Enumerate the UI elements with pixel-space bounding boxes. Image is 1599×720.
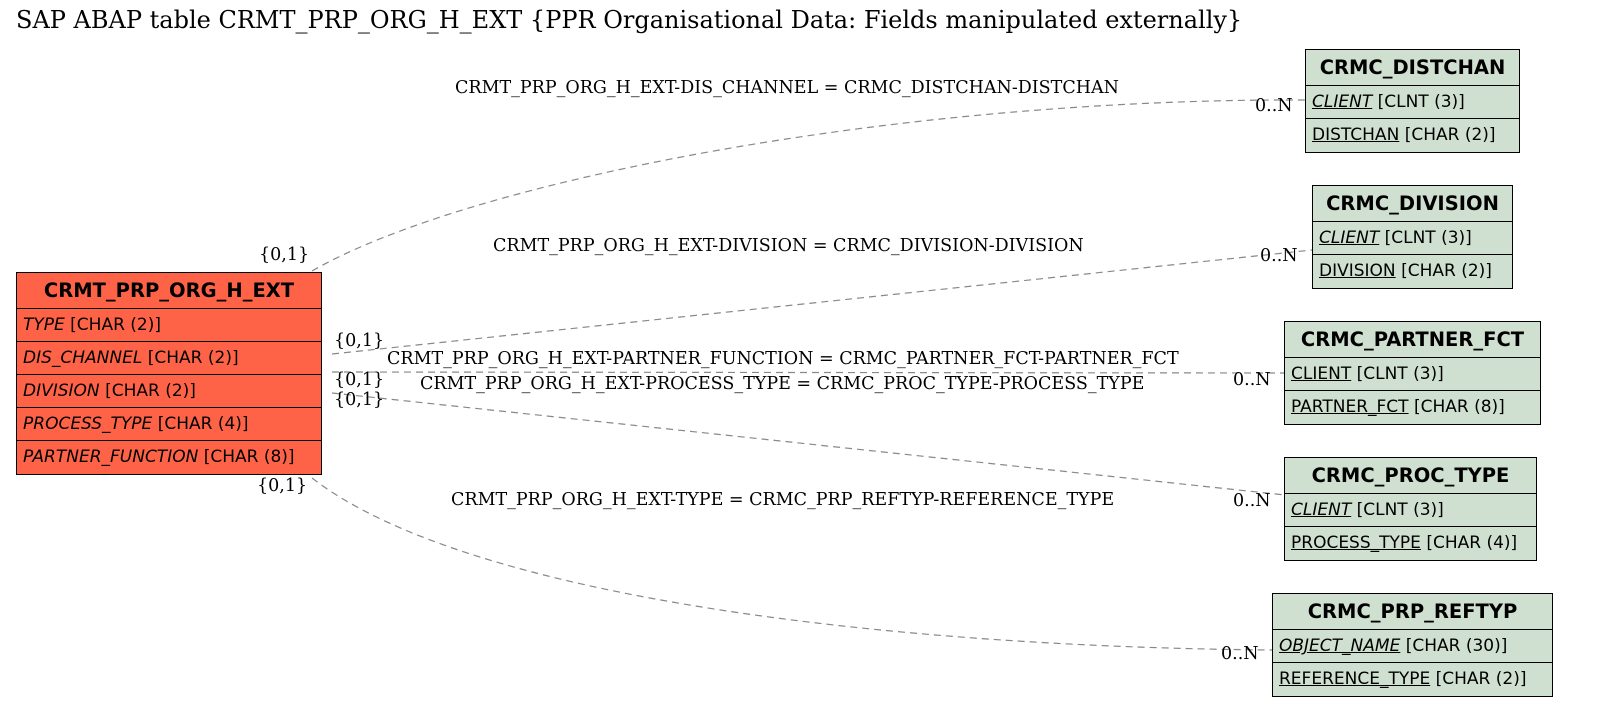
field-name: DISTCHAN [1312,125,1400,145]
cardinality-target: 0..N [1233,370,1271,390]
table-field-row [1285,494,1536,527]
main-table [16,272,322,475]
table-field-row [17,375,321,408]
table-field-row [1273,663,1552,696]
relation-label: CRMT_PRP_ORG_H_EXT-DIS_CHANNEL = CRMC_DISTCHAN-DISTCHAN [455,78,1119,98]
cardinality-target: 0..N [1221,644,1259,664]
ref-table-distchan [1305,49,1520,153]
relation-label: CRMT_PRP_ORG_H_EXT-TYPE = CRMC_PRP_REFTYP-REFERENCE_TYPE [451,490,1115,510]
table-field-row [17,342,321,375]
relation-label: CRMT_PRP_ORG_H_EXT-DIVISION = CRMC_DIVISION-DIVISION [493,236,1084,256]
cardinality-target: 0..N [1255,96,1293,116]
cardinality-source: {0,1} [334,370,385,390]
field-name: PROCESS_TYPE [23,414,153,434]
field-name: DIS_CHANNEL [23,348,143,368]
field-type: [CHAR (2)] [105,381,196,401]
field-type: [CHAR (8)] [203,447,295,467]
field-type: [CHAR (4)] [157,414,249,434]
table-field-row [1285,527,1536,560]
field-name: OBJECT_NAME [1279,636,1401,656]
ref-table-partner-fct [1284,321,1541,425]
ref-table-prp-reftyp [1272,593,1553,697]
table-field-row [17,408,321,441]
table-header: CRMT_PRP_ORG_H_EXT [17,273,321,309]
field-type: [CHAR (2)] [1401,261,1492,281]
table-field-row [1285,391,1540,424]
field-type: [CHAR (2)] [147,348,239,368]
table-field-row [17,441,321,474]
field-type: [CLNT (3)] [1356,364,1444,384]
field-name: CLIENT [1312,92,1373,112]
field-name: DIVISION [1319,261,1396,281]
field-type: [CHAR (8)] [1413,397,1505,417]
field-name: CLIENT [1291,364,1352,384]
table-field-row [1285,358,1540,391]
field-name: DIVISION [23,381,100,401]
field-type: [CHAR (30)] [1405,636,1508,656]
field-type: [CLNT (3)] [1377,92,1465,112]
ref-table-division [1312,185,1513,289]
field-name: REFERENCE_TYPE [1279,669,1431,689]
table-field-row [1273,630,1552,663]
field-name: PARTNER_FUNCTION [23,447,199,467]
ref-table-proc-type [1284,457,1537,561]
field-type: [CLNT (3)] [1356,500,1444,520]
field-type: [CHAR (2)] [1435,669,1527,689]
edge-proc-type [332,390,1285,495]
field-type: [CLNT (3)] [1384,228,1472,248]
relation-label: CRMT_PRP_ORG_H_EXT-PARTNER_FUNCTION = CRMC_PARTNER_FCT-PARTNER_FCT [387,349,1179,369]
field-name: CLIENT [1319,228,1380,248]
table-field-row [1306,86,1519,119]
cardinality-source: {0,1} [334,331,385,351]
cardinality-target: 0..N [1260,246,1298,266]
cardinality-source: {0,1} [257,476,308,496]
table-header: CRMC_PROC_TYPE [1285,458,1536,494]
diagram-title: SAP ABAP table CRMT_PRP_ORG_H_EXT {PPR Organisational Data: Fields manipulated externally} [16,6,1243,34]
table-field-row [1306,119,1519,152]
table-field-row [1313,255,1512,288]
edge-partner-fct [332,372,1285,373]
table-field-row [1313,222,1512,255]
field-name: PROCESS_TYPE [1291,533,1421,553]
field-type: [CHAR (2)] [70,315,162,335]
field-type: [CHAR (4)] [1426,533,1518,553]
cardinality-target: 0..N [1233,491,1271,511]
table-header: CRMC_PARTNER_FCT [1285,322,1540,358]
relation-label: CRMT_PRP_ORG_H_EXT-PROCESS_TYPE = CRMC_PROC_TYPE-PROCESS_TYPE [420,374,1145,394]
table-header: CRMC_DISTCHAN [1306,50,1519,86]
cardinality-source: {0,1} [334,390,385,410]
table-field-row [17,309,321,342]
field-name: PARTNER_FCT [1291,397,1409,417]
field-type: [CHAR (2)] [1404,125,1496,145]
field-name: TYPE [23,315,65,335]
table-header: CRMC_PRP_REFTYP [1273,594,1552,630]
field-name: CLIENT [1291,500,1352,520]
cardinality-source: {0,1} [259,245,310,265]
table-header: CRMC_DIVISION [1313,186,1512,222]
